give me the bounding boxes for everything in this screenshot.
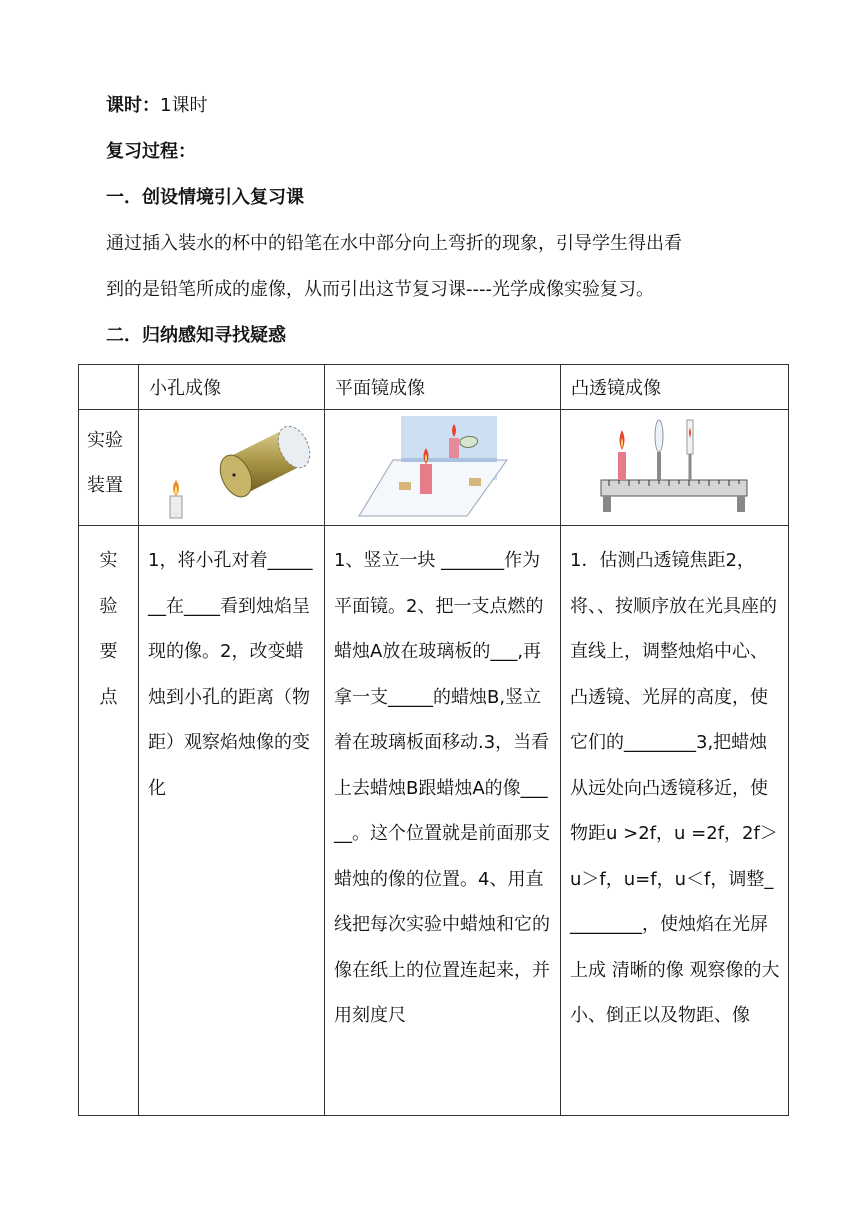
header-cell-empty — [79, 365, 139, 410]
pinhole-points-cell — [139, 526, 325, 1116]
header-pinhole: 小孔成像 — [139, 365, 325, 410]
section2-heading: 二．归纳感知寻找疑惑 — [106, 325, 286, 346]
lens-apparatus — [561, 410, 789, 526]
mirror-apparatus — [325, 410, 561, 526]
period-label: 课时： — [106, 95, 160, 116]
header-mirror: 平面镜成像 — [325, 365, 561, 410]
lens-illustration — [561, 410, 789, 520]
mirror-points: 1、竖立一块 _______作为平面镜。2、把一支点燃的蜡烛A放在玻璃板的___,再拿一支_____的蜡烛B,竖立着在玻璃板面移动.3，当看上去蜡烛B跟蜡烛A的像_____。这个位置就是前面那支蜡烛的像的位置。4、用直线把每次实验中蜡烛和它的像在纸上的位置连起来，并用刻度尺 — [334, 550, 550, 1026]
key-points-row — [79, 526, 789, 1116]
lens-points-cell — [561, 526, 789, 1116]
process-heading: 复习过程： — [106, 141, 196, 162]
apparatus-row — [79, 410, 789, 526]
header-lens: 凸透镜成像 — [561, 365, 789, 410]
key-points-label: 实验要点 — [99, 550, 118, 708]
intro-line-2: 到的是铅笔所成的虚像，从而引出这节复习课----光学成像实验复习。 — [106, 279, 654, 300]
mirror-illustration — [325, 410, 561, 520]
pinhole-points: 1，将小孔对着_______在____看到烛焰呈现的像。2，改变蜡烛到小孔的距离（物距）观察焰烛像的变化 — [148, 550, 313, 799]
period-line — [106, 94, 207, 118]
section1-heading: 一．创设情境引入复习课 — [106, 187, 304, 208]
apparatus-label: 实验装置 — [87, 430, 123, 496]
table-header-row — [79, 365, 789, 410]
pinhole-apparatus — [139, 410, 325, 526]
key-points-label-cell — [79, 526, 139, 1116]
mirror-points-cell — [325, 526, 561, 1116]
comparison-table — [78, 364, 789, 1116]
lens-points: 1．估测凸透镜焦距2，将、、按顺序放在光具座的直线上，调整烛焰中心、凸透镜、光屏的高度，使它们的________3,把蜡烛从远处向凸透镜移近，使物距u >2f，u =2f，2f＞u＞f，u=f，u＜f，调整_________，使烛焰在光屏上成 清晰的像 观察像的大小、倒正以及物距、像 — [570, 550, 780, 1026]
apparatus-label-cell — [79, 410, 139, 526]
pinhole-illustration — [139, 410, 325, 520]
period-value: 1课时 — [160, 95, 208, 116]
intro-line-1: 通过插入装水的杯中的铅笔在水中部分向上弯折的现象，引导学生得出看 — [106, 233, 682, 254]
